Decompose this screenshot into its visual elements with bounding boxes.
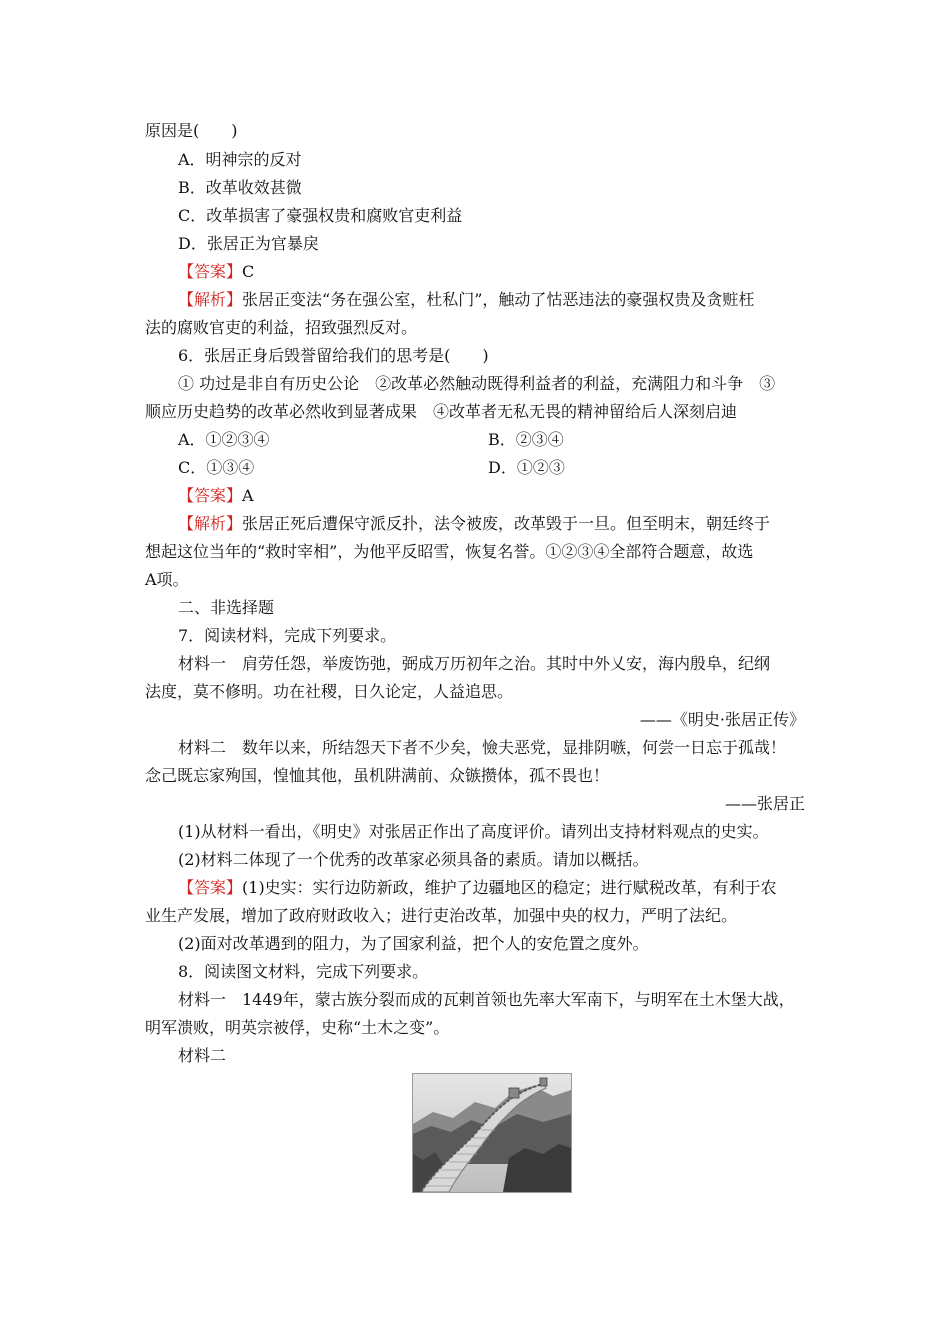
q5-answer-value: C: [242, 262, 255, 281]
analysis-label: 【解析】: [178, 514, 243, 533]
q7-material2-line2: 念己既忘家殉国，惶恤其他，虽机阱满前、众镞攒体，孤不畏也！: [145, 766, 610, 785]
q6-answer: [178, 485, 254, 507]
q7-stem: 7．阅读材料，完成下列要求。: [178, 626, 397, 645]
q7-material1-source: ——《明史·张居正传》: [639, 710, 805, 729]
q7-material1-line2: 法度，莫不修明。功在社稷，日久论定，人益追思。: [145, 682, 514, 701]
great-wall-photo: [412, 1073, 572, 1193]
q6-option-b: B．②③④: [488, 430, 564, 449]
analysis-label: 【解析】: [178, 290, 243, 309]
q5-option-c: C．改革损害了豪强权贵和腐败官吏利益: [178, 206, 463, 225]
q6-stem: 6．张居正身后毁誉留给我们的思考是( ): [178, 346, 489, 365]
q5-option-b: B．改革收效甚微: [178, 178, 302, 197]
answer-label: 【答案】: [178, 878, 243, 897]
q7-sub-question2: (2)材料二体现了一个优秀的改革家必须具备的素质。请加以概括。: [178, 850, 649, 869]
answer-label: 【答案】: [178, 486, 243, 505]
q7-material2-source: ——张居正: [724, 794, 805, 813]
q6-analysis-line1: 【解析】张居正死后遭保守派反扑，法令被废，改革毁于一旦。但至明末，朝廷终于: [178, 514, 771, 533]
q6-option-c: C．①③④: [178, 458, 255, 477]
q8-stem: 8．阅读图文材料，完成下列要求。: [178, 962, 429, 981]
great-wall-icon: [413, 1074, 571, 1192]
q6-option-d: D．①②③: [488, 458, 565, 477]
q6-items-line1: ① 功过是非自有历史公论 ②改革必然触动既得利益者的利益，充满阻力和斗争 ③: [178, 374, 776, 393]
q5-analysis-line2: 法的腐败官吏的利益，招致强烈反对。: [145, 318, 418, 337]
q6-option-a: A．①②③④: [178, 430, 270, 449]
q7-sub-question1: (1)从材料一看出，《明史》对张居正作出了高度评价。请列出支持材料观点的史实。: [178, 822, 769, 841]
q6-items-line2: 顺应历史趋势的改革必然收到显著成果 ④改革者无私无畏的精神留给后人深刻启迪: [145, 402, 738, 421]
q7-material1-line1: 材料一 肩劳任怨，举废饬弛，弼成万历初年之治。其时中外乂安，海内殷阜，纪纲: [178, 654, 771, 673]
answer-label: 【答案】: [178, 262, 243, 281]
q7-answer-line1: 【答案】(1)史实：实行边防新政，维护了边疆地区的稳定；进行赋税改革，有利于农: [178, 878, 777, 897]
q6-analysis-line3: A项。: [145, 570, 189, 589]
q7-material2-line1: 材料二 数年以来，所结怨天下者不少矣，憸夫恶党，显排阴嗾，何尝一日忘于孤哉！: [178, 738, 787, 757]
q8-material1-line1: 材料一 1449年，蒙古族分裂而成的瓦剌首领也先率大军南下，与明军在土木堡大战，: [178, 990, 795, 1009]
q7-answer2: (2)面对改革遇到的阻力，为了国家利益，把个人的安危置之度外。: [178, 934, 649, 953]
q7-answer-line2: 业生产发展，增加了政府财政收入；进行吏治改革，加强中央的权力，严明了法纪。: [145, 906, 738, 925]
q5-analysis-line1: 【解析】张居正变法“务在强公室，杜私门”，触动了怙恶违法的豪强权贵及贪赃枉: [178, 290, 755, 309]
q6-answer-value: A: [242, 486, 254, 505]
q6-analysis-line2: 想起这位当年的“救时宰相”，为他平反昭雪，恢复名誉。①②③④全部符合题意，故选: [145, 542, 754, 561]
q8-material2-label: 材料二: [178, 1046, 227, 1065]
q5-option-d: D．张居正为官暴戾: [178, 234, 319, 253]
q5-stem-end: 原因是( ): [145, 121, 238, 140]
section-title: 二、非选择题: [178, 598, 275, 617]
q5-answer: [178, 261, 254, 283]
q8-material1-line2: 明军溃败，明英宗被俘，史称“土木之变”。: [145, 1018, 450, 1037]
q5-option-a: A．明神宗的反对: [178, 150, 302, 169]
